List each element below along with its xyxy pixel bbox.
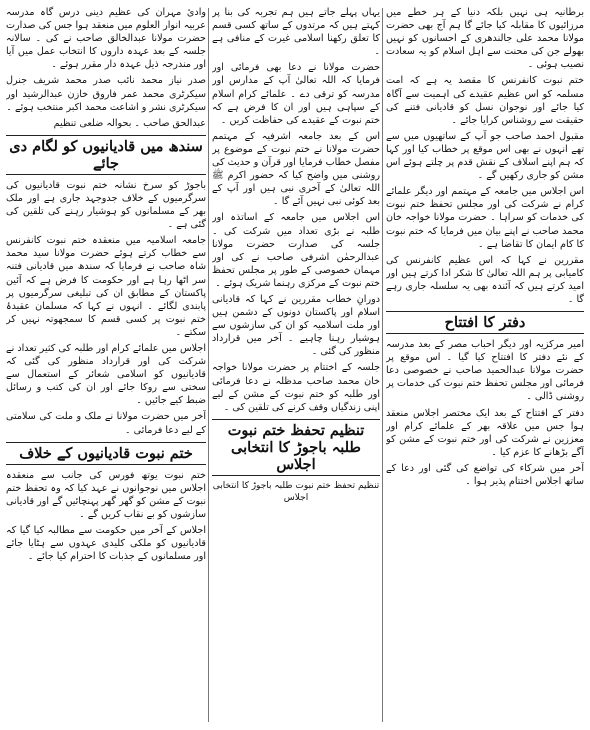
paragraph: جامعہ اسلامیہ میں منعقدہ ختم نبوت کانفرنس سے خطاب کرتے ہوئے حضرت مولانا سید محمد شاہ صاحب نے فرمایا کہ سندھ میں قادیانی فتنہ سر اٹھا رہا ہے اور حکومت کا فرض ہے کہ آئین پاکستان کے مطابق ان کی تبلیغی سرگرمیوں پر پابندی لگائے ۔ انہوں نے کہا کہ مسلمان عقیدۂ ختم نبوت پر کسی قسم کا سمجھوتہ نہیں کر سکتے ۔ bbox=[6, 235, 206, 338]
right-column bbox=[386, 6, 584, 724]
paragraph: اجلاس میں علمائے کرام اور طلبہ کی کثیر تعداد نے شرکت کی اور قرارداد منظور کی گئی کہ قادیانیوں کو اسلامی شعائر کے استعمال سے سختی سے روکا جائے اور ان کی کتب و رسائل ضبط کیے جائیں ۔ bbox=[6, 342, 206, 407]
paragraph: امیر مرکزیہ اور دیگر احباب مصر کے بعد مدرسہ کے نئے دفتر کا افتتاح کیا گیا ۔ اس موقع پر حضرت مولانا عبدالحمید صاحب نے خصوصی دعا فرمائی اور مجلس تحفظ ختم نبوت کی خدمات پر روشنی ڈالی ۔ bbox=[386, 339, 584, 403]
paragraph: ختم نبوت کانفرنس کا مقصد یہ ہے کہ امت مسلمہ کو اس عظیم عقیدے کی اہمیت سے آگاہ کیا جائے اور نوجوان نسل کو قادیانی فتنے کی حقیقت سے روشناس کرایا جائے ۔ bbox=[386, 75, 584, 126]
paragraph: اس اجلاس میں جامعہ کے مہتمم اور دیگر علمائے کرام نے شرکت کی اور مجلس تحفظ ختم نبوت کی خدمات کو سراہا ۔ حضرت مولانا خواجہ خان محمد صاحب نے اپنے بیان میں فرمایا کہ ختم نبوت کا کام ایمان کا تقاضا ہے ۔ bbox=[386, 186, 584, 250]
paragraph: آخر میں حضرت مولانا نے ملک و ملت کی سلامتی کے لیے دعا فرمائی ۔ bbox=[6, 411, 206, 436]
middle-column bbox=[212, 6, 380, 724]
section-headline: تنظیم تحفظ ختم نبوت طلبہ باجوڑ کا انتخابی اجلاس bbox=[212, 419, 380, 476]
paragraph: دفتر کے افتتاح کے بعد ایک مختصر اجلاس منعقد ہوا جس میں علاقہ بھر کے علمائے کرام اور معززین نے شرکت کی اور ختم نبوت کے مشن کو آگے بڑھانے کا عزم کیا ۔ bbox=[386, 407, 584, 458]
paragraph: برطانیہ ہی نہیں بلکہ دنیا کے ہر خطے میں مرزائیوں کا مقابلہ کیا جائے گا ہم آج بھی حضرت مولانا محمد علی جالندھری کے احسانوں کو نہیں بھولے جن کی محنت سے اہل اسلام کو یہ سعادت نصیب ہوئی ۔ bbox=[386, 7, 584, 71]
paragraph: ختم نبوت یوتھ فورس کی جانب سے منعقدہ اجلاس میں نوجوانوں نے عہد کیا کہ وہ تحفظ ختم نبوت کے مشن کو گھر گھر پہنچائیں گے اور قادیانی سازشوں کو بے نقاب کریں گے ۔ bbox=[6, 469, 206, 520]
paragraph: حضرت مولانا نے دعا بھی فرمائی اور فرمایا کہ اللہ تعالیٰ آپ کے مدارس اور مدرسہ کو ترقی دے ۔ علمائے کرام اسلام کے سپاہی ہیں اور ان کا فرض ہے کہ ختم نبوت کے عقیدے کی حفاظت کریں ۔ bbox=[212, 62, 380, 126]
section-headline: سندھ میں قادیانیوں کو لگام دی جائے bbox=[6, 135, 206, 175]
paragraph: آخر میں شرکاء کی تواضع کی گئی اور دعا کے ساتھ اجلاس اختتام پذیر ہوا ۔ bbox=[386, 462, 584, 487]
paragraph: اس کے بعد جامعہ اشرفیہ کے مہتمم حضرت مولانا نے ختم نبوت کے موضوع پر مفصل خطاب فرمایا اور قرآن و حدیث کی روشنی میں واضح کیا کہ حضور اکرم ﷺ اللہ تعالیٰ کے آخری نبی ہیں اور آپ کے بعد کوئی نبی نہیں آئے گا ۔ bbox=[212, 130, 380, 208]
paragraph: یہاں پہلے جاتے ہیں ہم تجربہ کی بنا پر کہتے ہیں کہ مرتدوں کے ساتھ کسی قسم کا تعلق رکھنا اسلامی غیرت کے منافی ہے ۔ bbox=[212, 7, 380, 58]
section-subheadline: تنظیم تحفظ ختم نبوت طلبہ باجوڑ کا انتخابی اجلاس bbox=[212, 480, 380, 503]
left-column bbox=[6, 6, 206, 724]
paragraph: اجلاس کے آخر میں حکومت سے مطالبہ کیا گیا کہ قادیانیوں کو ملکی کلیدی عہدوں سے ہٹایا جائے اور مسلمانوں کے جذبات کا احترام کیا جائے ۔ bbox=[6, 525, 206, 563]
paragraph: جلسہ کے اختتام پر حضرت مولانا خواجہ خان محمد صاحب مدظلہ نے دعا فرمائی اور طلبہ کو ختم نبوت کے مشن کے لیے اپنی زندگیاں وقف کرنے کی تلقین کی ۔ bbox=[212, 362, 380, 413]
paragraph: مقبول احمد صاحب جو آپ کے ساتھیوں میں سے تھے انہوں نے بھی اس موقع پر خطاب کیا اور کہا کہ ہم اپنے اسلاف کے نقش قدم پر چلتے ہوئے اس مشن کو جاری رکھیں گے ۔ bbox=[386, 130, 584, 182]
section-headline: دفتر کا افتتاح bbox=[386, 311, 584, 334]
paragraph: عبدالحق صاحب ۔ بحوالہ ضلعی تنظیم bbox=[53, 117, 206, 129]
paragraph: باجوڑ کو سرخ نشانہ ختم نبوت قادیانیوں کی سرگرمیوں کے خلاف جدوجہد جاری ہے اور ملک بھر کے مسلمانوں کو ہوشیار رہنے کی تلقین کی گئی ہے ۔ bbox=[6, 179, 206, 231]
paragraph: وادیٔ مہران کی عظیم دینی درس گاہ مدرسہ عربیہ انوار العلوم میں منعقد ہوا جس کی صدارت حضرت مولانا عبدالخالق صاحب نے کی ۔ سالانہ جلسہ کے بعد عہدہ داروں کا انتخاب عمل میں آیا اور مندرجہ ذیل عہدہ دار مقرر ہوئے ۔ bbox=[6, 7, 206, 71]
paragraph: صدر نیاز محمد نائب صدر محمد شریف جنرل سیکرٹری محمد عمر فاروق خازن عبدالرشید اور سیکرٹری نشر و اشاعت محمد اکبر منتخب ہوئے ۔ bbox=[6, 75, 206, 113]
paragraph: اس اجلاس میں جامعہ کے اساتذہ اور طلبہ نے بڑی تعداد میں شرکت کی ۔ جلسہ کی صدارت حضرت مولانا عبدالرحمٰن اشرفی صاحب نے کی اور مہمان خصوصی کے طور پر مجلس تحفظ ختم نبوت کے مرکزی رہنما شریک ہوئے ۔ bbox=[212, 212, 380, 289]
paragraph: دورانِ خطاب مقررین نے کہا کہ قادیانی اسلام اور پاکستان دونوں کے دشمن ہیں اور ملت اسلامیہ کو ان کی سازشوں سے ہوشیار رہنا چاہیے ۔ آخر میں قرارداد منظور کی گئی ۔ bbox=[212, 293, 380, 358]
section-headline: ختم نبوت قادیانیوں کے خلاف bbox=[6, 442, 206, 465]
column-divider bbox=[382, 8, 383, 722]
paragraph: مقررین نے کہا کہ اس عظیم کانفرنس کی کامیابی پر ہم اللہ تعالیٰ کا شکر ادا کرتے ہیں اور امید کرتے ہیں کہ آئندہ بھی یہ سلسلہ جاری رہے گا ۔ bbox=[386, 254, 584, 305]
column-divider bbox=[208, 8, 209, 722]
